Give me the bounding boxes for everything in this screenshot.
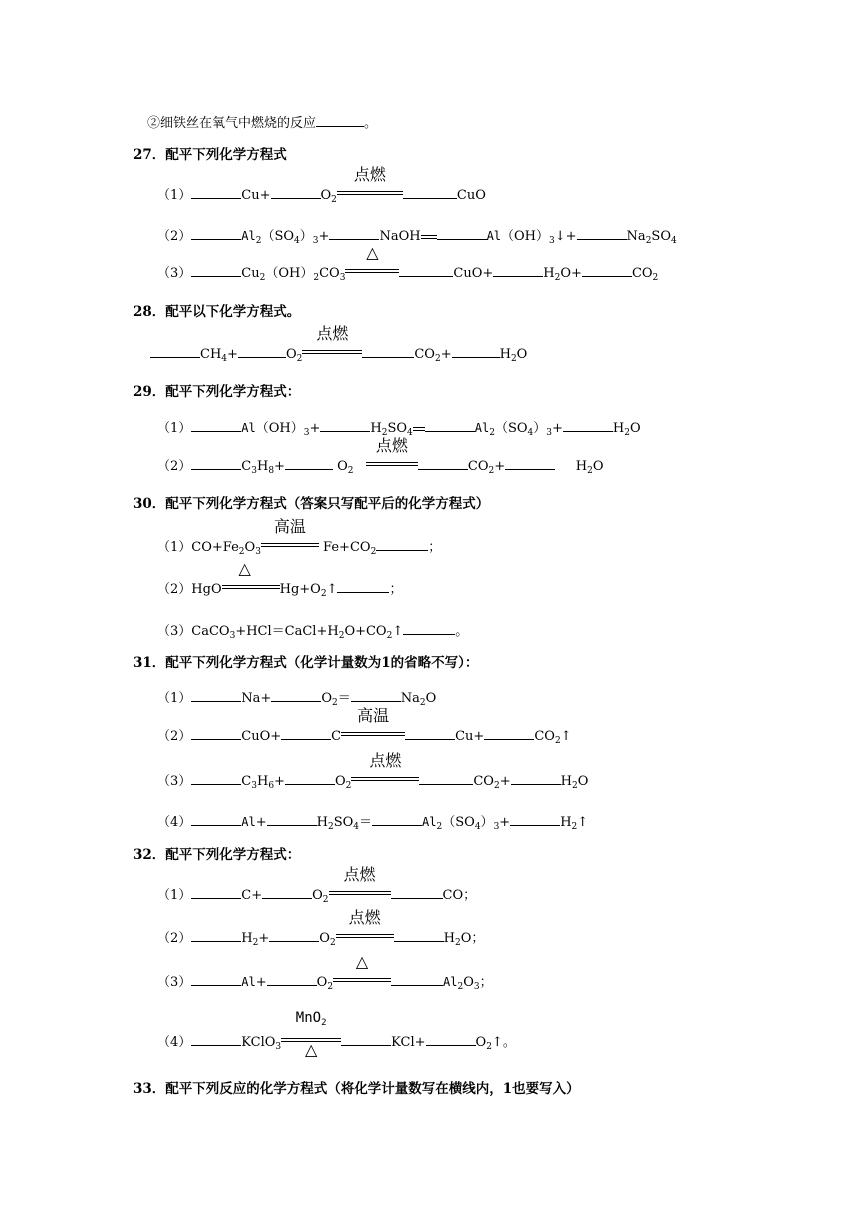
question-26-part-2: ②细铁丝在氧气中燃烧的反应 。 (147, 116, 378, 131)
answer-blank[interactable] (403, 186, 457, 199)
answer-blank[interactable] (271, 689, 321, 702)
answer-blank[interactable] (425, 419, 475, 432)
q29-eq2: （2） $C_3H_8+ O_2$ 点燃 $CO_2+$ $H_2O$ (157, 436, 604, 476)
answer-blank[interactable] (191, 929, 241, 942)
q27-eq3: （3） $Cu_2(OH)_2CO_3$ △ $CuO+ H_2O+ CO_2$ (157, 243, 659, 283)
answer-blank[interactable] (426, 1033, 476, 1046)
q32-eq3: （3） $Al+ O_2$ △ $Al_2O_3$； (157, 952, 493, 992)
condition-ignite: 点燃 (337, 187, 403, 199)
answer-blank[interactable] (577, 227, 627, 240)
answer-blank[interactable] (563, 419, 613, 432)
answer-blank[interactable] (582, 264, 632, 277)
answer-blank[interactable] (191, 419, 241, 432)
answer-blank[interactable] (191, 264, 241, 277)
q31-eq1: （1） $Na+ O_2= Na_2O$ (157, 691, 437, 708)
q27-eq2: （2） $Al_2(SO_4)_3+$ NaOH $Al(OH)_3↓+ Na_2SO_4$ (157, 229, 677, 246)
question-33-title: 33．配平下列反应的化学方程式（将化学计量数写在横线内，1也要写入） (133, 1081, 580, 1097)
question-28-title: 28．配平以下化学方程式。 (133, 304, 301, 320)
answer-blank[interactable] (271, 186, 321, 199)
answer-blank[interactable] (191, 727, 241, 740)
question-29-title: 29．配平下列化学方程式： (133, 384, 301, 400)
answer-blank[interactable] (403, 622, 455, 635)
answer-blank[interactable] (362, 345, 414, 358)
answer-blank[interactable] (341, 1033, 391, 1046)
answer-blank[interactable] (191, 886, 241, 899)
question-31-title: 31．配平下列化学方程式（化学计量数为1的省略不写）： (133, 655, 479, 671)
question-30-title: 30．配平下列化学方程式（答案只写配平后的化学方程式） (133, 496, 490, 512)
answer-blank[interactable] (505, 457, 555, 470)
answer-blank[interactable] (418, 457, 468, 470)
answer-blank[interactable] (372, 813, 422, 826)
answer-blank[interactable] (484, 727, 534, 740)
answer-blank[interactable] (191, 772, 241, 785)
answer-blank[interactable] (285, 772, 335, 785)
q31-eq4: （4） $Al+ H_2SO_4= Al_2(SO_4)_3+$ $H_2↑$ (157, 815, 589, 832)
q30-eq3: $(3)CaCO_3+HCl=CaCl+H_2O+CO_2↑$ 。 (157, 624, 469, 641)
q30-eq1: $(1)CO+Fe_2O_3$ 高温 $Fe+CO_2$ ； (157, 517, 442, 557)
answer-blank[interactable] (376, 538, 428, 551)
answer-blank[interactable] (320, 419, 370, 432)
answer-blank[interactable] (316, 114, 364, 127)
answer-blank[interactable] (269, 929, 319, 942)
answer-blank[interactable] (391, 886, 443, 899)
answer-blank[interactable] (267, 973, 317, 986)
q31-eq2: （2） CuO+ C 高温 $Cu+ CO_2↑$ (157, 706, 572, 746)
condition-heat: △ (345, 265, 399, 277)
q32-eq1: （1） $C+ O_2$ 点燃 CO； (157, 865, 477, 905)
item-number: （1） (157, 188, 192, 203)
q28-eq: $CH_4+ O_2$ 点燃 $CO_2+ H_2O$ (150, 345, 527, 364)
condition-ignite: 点燃 (366, 458, 418, 470)
condition-high-temp: 高温 (341, 728, 405, 740)
answer-blank[interactable] (191, 186, 241, 199)
condition-ignite: 点燃 (351, 773, 419, 785)
answer-blank[interactable] (394, 929, 444, 942)
answer-blank[interactable] (150, 345, 200, 358)
answer-blank[interactable] (329, 227, 379, 240)
question-32-title: 32．配平下列化学方程式： (133, 847, 301, 863)
answer-blank[interactable] (191, 973, 241, 986)
answer-blank[interactable] (493, 264, 543, 277)
condition-high-temp: 高温 (261, 539, 319, 551)
q30-eq2: （2）HgO △ $Hg+O_2↑$ ； (157, 559, 403, 599)
q29-eq1: （1） $Al(OH)_3+ H_2SO_4$ $Al_2(SO_4)_3+ H_2O$ (157, 421, 641, 438)
condition-ignite: 点燃 (302, 346, 362, 358)
question-27-title: 27．配平下列化学方程式 (133, 147, 287, 163)
condition-heat: △ (222, 581, 280, 593)
q32-eq2: （2） $H_2+ O_2$ 点燃 $H_2O$； (157, 908, 485, 948)
answer-blank[interactable] (191, 227, 241, 240)
answer-blank[interactable] (399, 264, 453, 277)
q27-eq1: （1） $Cu+ O_2$ 点燃 CuO (157, 165, 486, 205)
condition-heat: △ (333, 974, 391, 986)
answer-blank[interactable] (191, 813, 241, 826)
answer-blank[interactable] (351, 689, 401, 702)
answer-blank[interactable] (437, 227, 487, 240)
answer-blank[interactable] (262, 886, 312, 899)
q32-eq4: （4） KClO$_3$ MnO$_2$ △ $KCl+ O_2↑$。 (157, 1010, 516, 1059)
answer-blank[interactable] (391, 973, 443, 986)
answer-blank[interactable] (452, 345, 500, 358)
answer-blank[interactable] (281, 727, 331, 740)
answer-blank[interactable] (191, 1033, 241, 1046)
answer-blank[interactable] (267, 813, 317, 826)
answer-blank[interactable] (511, 772, 561, 785)
condition-ignite: 点燃 (336, 930, 394, 942)
q31-eq3: （3） $C_3H_6+ O_2$ 点燃 $CO_2+ H_2O$ (157, 751, 589, 791)
answer-blank[interactable] (191, 457, 241, 470)
answer-blank[interactable] (285, 457, 333, 470)
answer-blank[interactable] (510, 813, 560, 826)
answer-blank[interactable] (419, 772, 473, 785)
condition-ignite: 点燃 (329, 887, 391, 899)
answer-blank[interactable] (405, 727, 455, 740)
answer-blank[interactable] (337, 580, 389, 593)
answer-blank[interactable] (191, 689, 241, 702)
condition-catalyst-heat: MnO$_2$ △ (281, 1034, 341, 1046)
answer-blank[interactable] (238, 345, 286, 358)
question-text: ②细铁丝在氧气中燃烧的反应 (147, 116, 317, 131)
